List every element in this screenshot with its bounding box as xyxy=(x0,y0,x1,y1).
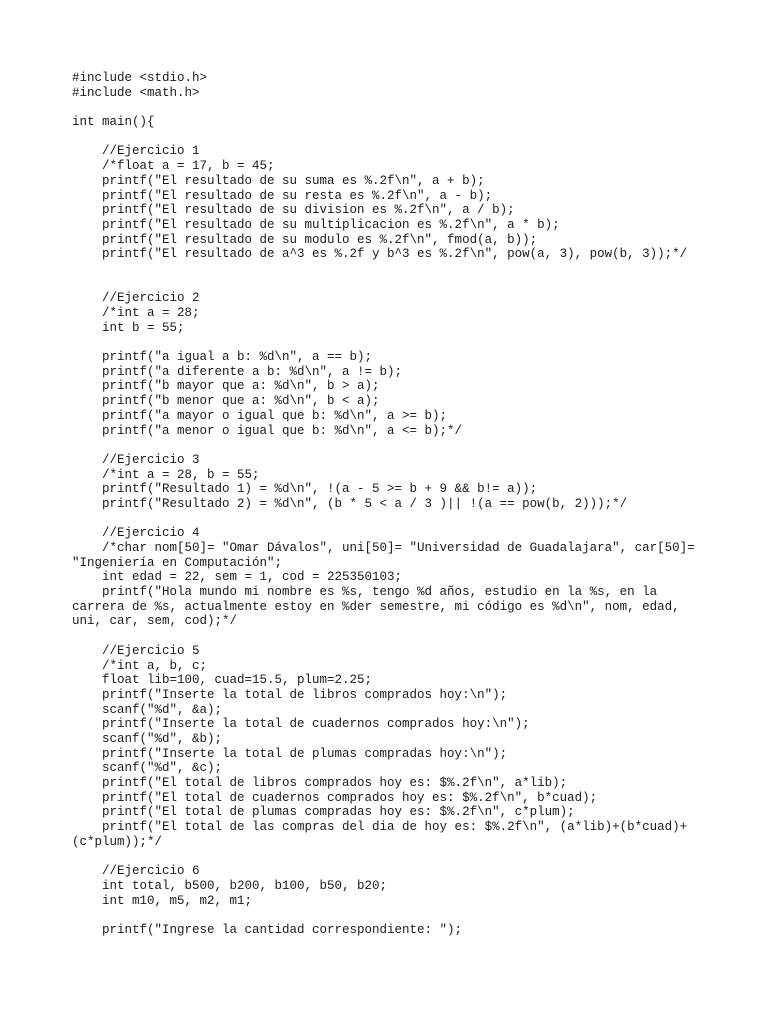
code-line xyxy=(72,262,712,277)
code-line: printf("Inserte la total de cuadernos comprados hoy:\n"); xyxy=(72,717,530,732)
code-line: int total, b500, b200, b100, b50, b20; xyxy=(72,878,388,893)
code-line: int b = 55; xyxy=(72,320,185,335)
code-line: printf("El total de libros comprados hoy es: $%.2f\n", a*lib); xyxy=(72,776,568,790)
code-line: (c*plum));*/ xyxy=(72,834,163,849)
code-line: printf("El resultado de a^3 es %.2f y b^3 es %.2f\n", pow(a, 3), pow(b, 3));*/ xyxy=(72,247,688,262)
code-line: /*int a = 28; xyxy=(72,306,200,320)
code-line: scanf("%d", &b); xyxy=(72,731,223,746)
code-line: /*int a, b, c; xyxy=(72,658,208,673)
code-line: int edad = 22, sem = 1, cod = 225350103; xyxy=(72,570,403,585)
code-line: printf("Inserte la total de plumas compradas hoy:\n"); xyxy=(72,746,508,761)
code-line xyxy=(72,908,712,923)
code-line: uni, car, sem, cod);*/ xyxy=(72,614,238,629)
code-line: float lib=100, cuad=15.5, plum=2.25; xyxy=(72,673,373,688)
code-line: printf("El resultado de su division es %.2f\n", a / b); xyxy=(72,203,515,218)
code-line: #include <stdio.h> xyxy=(72,71,208,85)
code-line xyxy=(72,512,712,527)
code-line: //Ejercicio 4 xyxy=(72,526,200,541)
code-line: printf("a mayor o igual que b: %d\n", a >= b); xyxy=(72,408,448,423)
code-listing xyxy=(72,71,712,938)
code-line xyxy=(72,130,712,145)
code-line: //Ejercicio 5 xyxy=(72,643,200,658)
code-line: "Ingeniería en Computación"; xyxy=(72,555,283,570)
code-line: scanf("%d", &c); xyxy=(72,761,223,776)
code-line: //Ejercicio 1 xyxy=(72,144,200,159)
code-line: printf("El resultado de su modulo es %.2f\n", fmod(a, b)); xyxy=(72,232,538,247)
code-line: /*float a = 17, b = 45; xyxy=(72,159,275,174)
code-line: printf("El total de cuadernos comprados hoy es: $%.2f\n", b*cuad); xyxy=(72,790,598,805)
code-line: printf("Hola mundo mi nombre es %s, tengo %d años, estudio en la %s, en la xyxy=(72,585,658,600)
code-line xyxy=(72,438,712,453)
code-line: /*char nom[50]= "Omar Dávalos", uni[50]= "Universidad de Guadalajara", car[50]= xyxy=(72,541,695,555)
code-line xyxy=(72,849,712,864)
code-line xyxy=(72,100,712,115)
code-line: /*int a = 28, b = 55; xyxy=(72,467,260,482)
code-line: printf("El total de plumas compradas hoy es: $%.2f\n", c*plum); xyxy=(72,805,575,820)
code-line: printf("b menor que a: %d\n", b < a); xyxy=(72,394,380,409)
code-line: int m10, m5, m2, m1; xyxy=(72,893,253,908)
code-line: printf("El total de las compras del dia de hoy es: $%.2f\n", (a*lib)+(b*cuad)+ xyxy=(72,820,688,835)
code-line: printf("a diferente a b: %d\n", a != b); xyxy=(72,364,403,379)
code-line: //Ejercicio 3 xyxy=(72,452,200,467)
code-line: #include <math.h> xyxy=(72,85,200,100)
code-line: scanf("%d", &a); xyxy=(72,702,223,717)
code-line: printf("El resultado de su resta es %.2f\n", a - b); xyxy=(72,188,493,203)
code-line: printf("El resultado de su multiplicacion es %.2f\n", a * b); xyxy=(72,217,560,232)
code-line: printf("Resultado 1) = %d\n", !(a - 5 >= b + 9 && b!= a)); xyxy=(72,482,538,497)
code-line: printf("a igual a b: %d\n", a == b); xyxy=(72,350,373,365)
code-line: carrera de %s, actualmente estoy en %der semestre, mi código es %d\n", nom, edad, xyxy=(72,599,680,614)
code-line: printf("Ingrese la cantidad correspondiente: "); xyxy=(72,922,463,937)
code-line: printf("El resultado de su suma es %.2f\n", a + b); xyxy=(72,173,485,188)
code-line: printf("a menor o igual que b: %d\n", a <= b);*/ xyxy=(72,423,463,438)
code-line xyxy=(72,629,712,644)
code-line xyxy=(72,277,712,292)
code-line: printf("b mayor que a: %d\n", b > a); xyxy=(72,379,380,394)
code-line: //Ejercicio 2 xyxy=(72,291,200,306)
code-line: printf("Resultado 2) = %d\n", (b * 5 < a / 3 )|| !(a == pow(b, 2)));*/ xyxy=(72,496,628,511)
code-line xyxy=(72,335,712,350)
code-line: //Ejercicio 6 xyxy=(72,864,200,879)
code-line: int main(){ xyxy=(72,115,155,130)
code-line: printf("Inserte la total de libros comprados hoy:\n"); xyxy=(72,687,508,702)
